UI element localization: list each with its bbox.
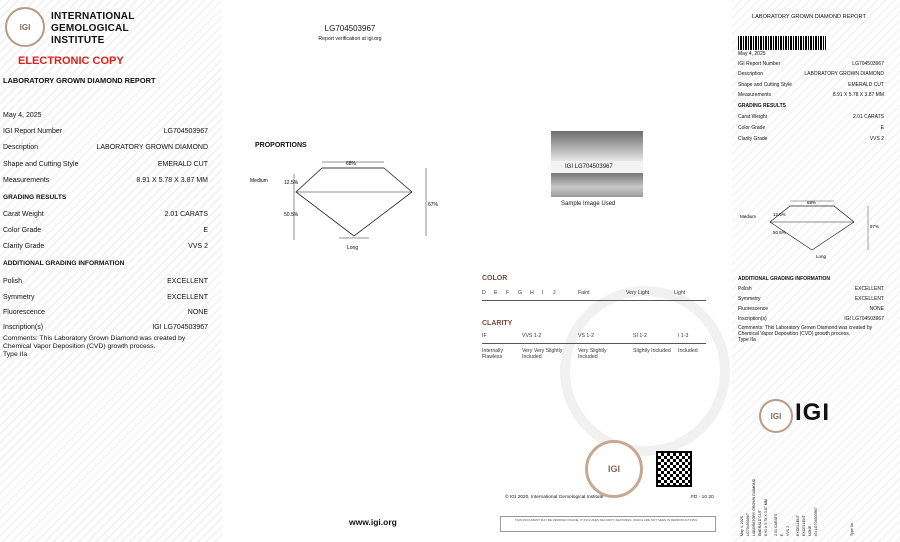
right-grading-title: GRADING RESULTS [738,103,786,109]
org-name: INTERNATIONAL GEMOLOGICAL INSTITUTE [51,11,135,46]
color-grade-j: J [553,290,556,296]
color-grade-h: H [530,290,534,296]
additional-row: Symmetry EXCELLENT [3,294,208,301]
barcode-icon [738,36,826,50]
grading-row: Color Grade E [3,227,208,234]
report-date: May 4, 2025 [3,112,42,119]
clarity-grade-i: I 1-3 [678,333,689,339]
clarity-grade-si: SI 1-2 [633,333,647,339]
right-grading-row: Clarity Grade VVS 2 [738,136,884,142]
culet-label: Long [347,245,359,251]
right-additional-row: Inscription(s) IGI LG704503967 [738,316,884,322]
right-comments: Comments: This Laboratory Grown Diamond was created by Chemical Vapor Deposition (CVD) growth process. Type IIa [738,325,873,343]
rotated-stub-text [740,448,890,538]
right-grading-row: Color Grade E [738,125,884,131]
stub-report-number: LG704503967 [746,513,750,536]
sample-image [551,131,643,197]
stub-clarity: VVS 2 [786,525,790,536]
right-proportions-diagram [736,196,882,262]
report-number-header: LG704503967 [324,24,376,33]
right-igi-seal-icon: IGI [759,399,793,433]
grading-row: Carat Weight 2.01 CARATS [3,211,208,218]
clarity-group-i: Included [678,348,698,354]
grading-row: Clarity Grade VVS 2 [3,243,208,250]
clarity-scale-title: CLARITY [482,320,513,327]
right-additional-row: Polish EXCELLENT [738,286,884,292]
depth-pct: 67% [428,202,439,208]
clarity-group-if: Internally Flawless [482,348,504,360]
clarity-grade-vvs: VVS 1-2 [522,333,542,339]
color-grade-e: E [494,290,498,296]
color-grade-g: G [518,290,523,296]
stub-description: LABORATORY GROWN DIAMOND [752,478,756,536]
igi-certificate-seal-icon: IGI [585,440,643,498]
stub-type: Type IIa [850,523,854,536]
table-pct: 68% [346,161,357,167]
copyright: © IGI 2020, International Gemological Institute [505,495,604,500]
stub-polish: EXCELLENT [796,515,800,536]
right-report-date: May 4, 2025 [738,51,766,57]
right-report-row: Measurements 8.91 X 5.78 X 3.87 MM [738,92,884,98]
right-additional-title: ADDITIONAL GRADING INFORMATION [738,276,831,282]
additional-row: Fluorescence NONE [3,309,208,316]
right-culet-label: Long [816,254,827,259]
stub-color: E [780,533,784,536]
website-link[interactable]: www.igi.org [349,517,397,527]
stub-inscription: IGI LG704503967 [814,507,818,536]
right-report-row: Shape and Cutting Style EMERALD CUT [738,82,884,88]
verification-text[interactable]: Report verification at igi.org [318,36,382,42]
clarity-grade-if: IF [482,333,487,339]
color-group-light: Light [674,290,686,296]
grading-results-title: GRADING RESULTS [3,194,67,201]
comments: Comments: This Laboratory Grown Diamond was created by Chemical Vapor Deposition (CVD) growth process. Type IIa [3,335,186,358]
clarity-group-vvs: Very Very Slightly Included [522,348,563,360]
right-table-pct: 68% [807,200,817,205]
stub-symmetry: EXCELLENT [802,515,806,536]
right-additional-row: Symmetry EXCELLENT [738,296,884,302]
additional-row: Inscription(s) IGI LG704503967 [3,324,208,331]
disclaimer-box: THIS DOCUMENT MAY BE VERIFIED ONLINE. IT INCLUDES SECURITY FEATURES, WHICH ARE NOT SEEN IN REPRODUCTIONS. [500,516,716,532]
stub-date: May 4, 2025 [740,516,744,536]
electronic-copy-label: ELECTRONIC COPY [18,55,124,67]
pavilion-pct: 50.5% [284,212,299,218]
color-grade-f: F [506,290,510,296]
right-report-row: Description LABORATORY GROWN DIAMOND [738,71,884,77]
clarity-grade-vs: VS 1-2 [578,333,594,339]
stub-carat: 2.01 CARATS [774,513,778,536]
qr-code-icon[interactable] [656,451,692,487]
right-pavilion-pct: 50.5% [773,230,786,235]
report-row: Measurements 8.91 X 5.78 X 3.87 MM [3,177,208,184]
color-scale-title: COLOR [482,275,508,282]
report-row: IGI Report Number LG704503967 [3,128,208,135]
report-title: LABORATORY GROWN DIAMOND REPORT [3,76,156,85]
form-code: FD - 10 20 [691,495,714,500]
sample-inscription: IGI LG704503967 [551,161,643,173]
color-group-faint: Faint [578,290,590,296]
proportions-diagram [244,158,444,254]
clarity-group-si: Slightly Included [633,348,671,354]
right-report-title: LABORATORY GROWN DIAMOND REPORT [752,14,866,20]
right-girdle-label: Medium [740,214,757,219]
igi-watermark-icon [560,286,730,456]
stub-measurements: 8.91 X 5.78 X 3.87 MM [764,499,768,536]
additional-grading-title: ADDITIONAL GRADING INFORMATION [3,260,125,267]
proportions-title: PROPORTIONS [255,142,307,149]
color-group-very-light: Very Light [626,290,650,296]
stub-fluorescence: NONE [808,525,812,536]
clarity-scale-line [482,343,706,344]
report-row: Description LABORATORY GROWN DIAMOND [3,144,208,151]
right-depth-pct: 67% [870,224,880,229]
clarity-group-vs: Very Slightly Included [578,348,607,360]
right-igi-logo: IGI [795,399,831,426]
right-grading-row: Carat Weight 2.01 CARATS [738,114,884,120]
color-grade-i: I [542,290,544,296]
right-crown-pct: 12.5% [773,212,786,217]
crown-pct: 12.5% [284,180,299,186]
stub-shape: EMERALD CUT [758,510,762,536]
color-scale-line [482,300,706,301]
color-grade-d: D [482,290,486,296]
right-report-row: IGI Report Number LG704503967 [738,61,884,67]
igi-seal-icon: IGI [5,7,45,47]
additional-row: Polish EXCELLENT [3,278,208,285]
right-additional-row: Fluorescence NONE [738,306,884,312]
sample-caption: Sample Image Used [561,201,616,207]
girdle-label: Medium [250,178,268,184]
report-row: Shape and Cutting Style EMERALD CUT [3,161,208,168]
